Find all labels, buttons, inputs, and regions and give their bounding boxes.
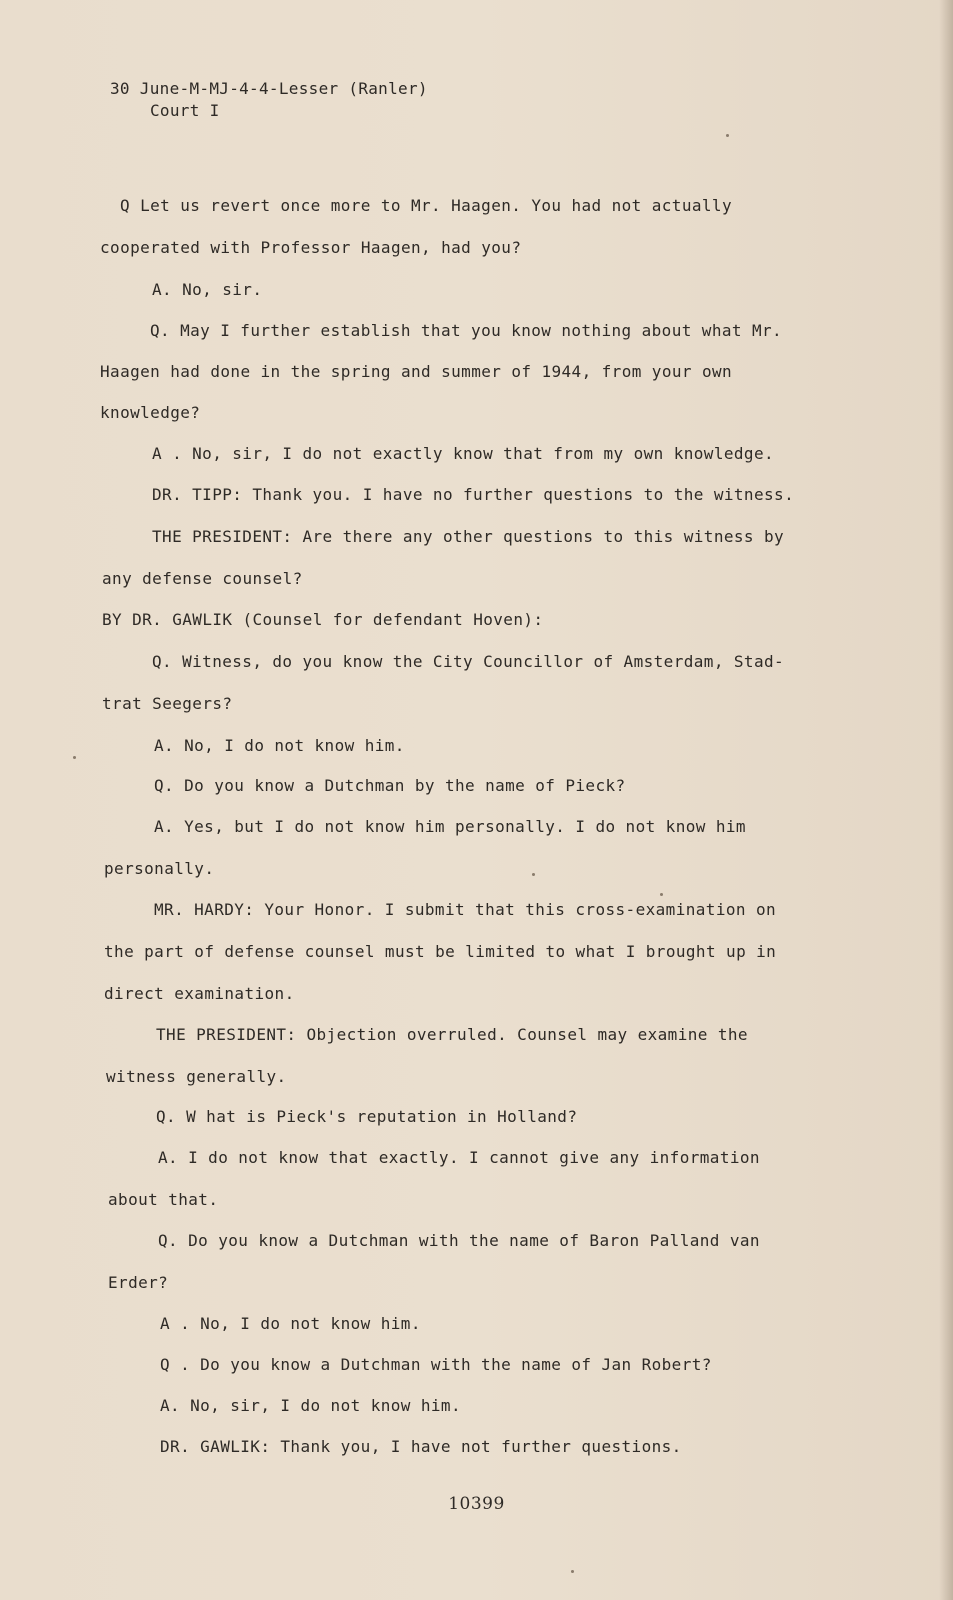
transcript-line: THE PRESIDENT: Objection overruled. Counsel may examine the (156, 1025, 748, 1044)
transcript-line: personally. (104, 859, 215, 878)
header-reference: 30 June-M-MJ-4-4-Lesser (Ranler) (110, 79, 428, 98)
transcript-line: DR. GAWLIK: Thank you, I have not further questions. (160, 1437, 682, 1456)
page-number: 10399 (448, 1494, 505, 1514)
transcript-line: MR. HARDY: Your Honor. I submit that this cross-examination on (154, 900, 777, 919)
transcript-line: witness generally. (106, 1067, 287, 1086)
transcript-line: A. Yes, but I do not know him personally. I do not know him (154, 817, 746, 836)
transcript-line: A. No, sir, I do not know him. (160, 1396, 461, 1415)
transcript-line: Haagen had done in the spring and summer of 1944, from your own (100, 362, 733, 381)
transcript-line: A. I do not know that exactly. I cannot give any information (158, 1148, 760, 1167)
page-edge-shadow (939, 0, 953, 1600)
transcript-line: Q Let us revert once more to Mr. Haagen. You had not actually (120, 196, 733, 215)
transcript-line: Q. Do you know a Dutchman with the name of Baron Palland van (158, 1231, 760, 1250)
transcript-line: trat Seegers? (102, 694, 233, 713)
paper-speck (73, 756, 76, 759)
transcript-line: A . No, I do not know him. (160, 1314, 421, 1333)
transcript-line: Q. Do you know a Dutchman by the name of Pieck? (154, 776, 626, 795)
transcript-line: THE PRESIDENT: Are there any other questions to this witness by (152, 527, 785, 546)
transcript-line: Q . Do you know a Dutchman with the name of Jan Robert? (160, 1355, 712, 1374)
transcript-line: cooperated with Professor Haagen, had you? (100, 238, 522, 257)
transcript-line: Erder? (108, 1273, 169, 1292)
transcript-line: A. No, sir. (152, 280, 263, 299)
document-header (110, 78, 428, 122)
transcript-line: Q. W hat is Pieck's reputation in Holland? (156, 1107, 578, 1126)
transcript-line: the part of defense counsel must be limited to what I brought up in (104, 942, 777, 961)
paper-speck (571, 1570, 574, 1573)
transcript-line: BY DR. GAWLIK (Counsel for defendant Hoven): (102, 610, 544, 629)
transcript-line: A. No, I do not know him. (154, 736, 405, 755)
transcript-line: DR. TIPP: Thank you. I have no further questions to the witness. (152, 485, 795, 504)
header-court: Court I (150, 101, 220, 120)
transcript-line: about that. (108, 1190, 219, 1209)
transcript-line: any defense counsel? (102, 569, 303, 588)
transcript-line: A . No, sir, I do not exactly know that from my own knowledge. (152, 444, 775, 463)
transcript-line: direct examination. (104, 984, 295, 1003)
paper-speck (726, 134, 729, 137)
transcript-line: Q. Witness, do you know the City Councillor of Amsterdam, Stad- (152, 652, 785, 671)
paper-speck (532, 873, 535, 876)
paper-speck (660, 893, 663, 896)
transcript-line: knowledge? (100, 403, 201, 422)
transcript-line: Q. May I further establish that you know nothing about what Mr. (150, 321, 783, 340)
